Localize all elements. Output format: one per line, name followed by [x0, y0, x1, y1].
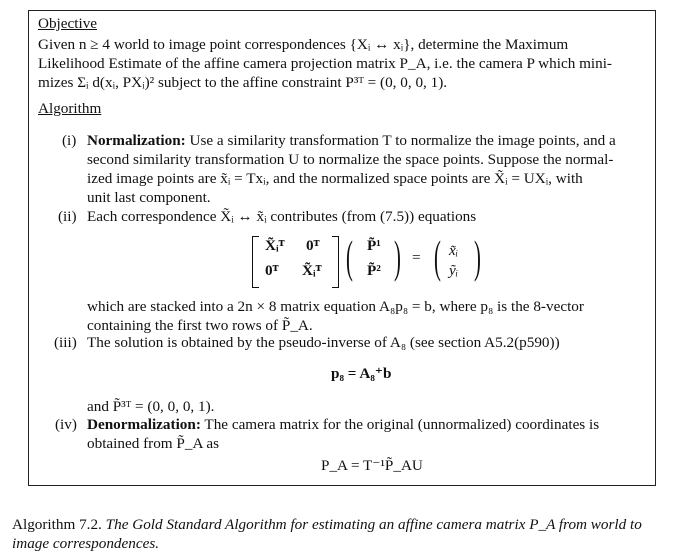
matrix-cell-22: X̃ᵢᵀ [302, 262, 322, 279]
step-iii-line-2: and P̃³ᵀ = (0, 0, 0, 1). [87, 398, 215, 415]
step-iv-text-1: The camera matrix for the original (unnormalized) coordinates is [204, 416, 600, 433]
matrix-cell-11: X̃ᵢᵀ [265, 237, 285, 254]
vec-left-paren: ( [346, 231, 353, 282]
step-iv-number: (iv) [55, 416, 77, 433]
step-i-title: Normalization: [87, 132, 186, 149]
step-ii-number: (ii) [58, 208, 77, 225]
step-i-line-1 [87, 131, 616, 150]
step-i-line-4: unit last component. [87, 189, 211, 206]
step-i-number: (i) [62, 132, 77, 149]
objective-line-1: Given n ≥ 4 world to image point correspondences {Xᵢ ↔ xᵢ}, determine the Maximum [38, 36, 569, 53]
caption-label: Algorithm 7.2. [12, 516, 102, 533]
right-bracket [332, 236, 339, 288]
matrix-cell-12: 0ᵀ [306, 237, 320, 254]
left-bracket [252, 236, 259, 288]
algorithm-heading: Algorithm [38, 100, 102, 117]
rhs-left-paren: ( [434, 231, 441, 282]
step-iii-line-1: The solution is obtained by the pseudo-inverse of A₈ (see section A5.2(p590)) [87, 334, 560, 351]
step-iv-title: Denormalization: [87, 416, 201, 433]
vec-cell-1: P̃¹ [367, 237, 381, 254]
rhs-right-paren: ) [474, 231, 481, 282]
rhs-cell-2: ỹᵢ [449, 262, 459, 279]
caption [12, 515, 642, 534]
matrix-cell-21: 0ᵀ [265, 262, 279, 279]
step-ii-line-1: Each correspondence X̃ᵢ ↔ x̃ᵢ contributes (from (7.5)) equations [87, 208, 477, 225]
step-iii-number: (iii) [54, 334, 77, 351]
step-ii-line-2: which are stacked into a 2n × 8 matrix equation A₈p₈ = b, where p₈ is the 8-vector [87, 298, 584, 315]
objective-heading: Objective [38, 15, 98, 32]
step-i-text-1: Use a similarity transformation T to normalize the image points, and a [189, 132, 616, 149]
objective-line-2: Likelihood Estimate of the affine camera projection matrix P_A, i.e. the camera P which mini- [38, 55, 612, 72]
step-ii-line-3: containing the first two rows of P̃_A. [87, 317, 313, 334]
caption-line-2: image correspondences. [12, 535, 160, 552]
step-iv-equation: P_A = T⁻¹P̃_AU [321, 457, 423, 474]
caption-line-1: The Gold Standard Algorithm for estimating an affine camera matrix P_A from world to [105, 516, 642, 533]
vec-right-paren: ) [394, 231, 401, 282]
step-i-line-2: second similarity transformation U to normalize the space points. Suppose the normal- [87, 151, 614, 168]
objective-line-3: mizes Σᵢ d(xᵢ, PXᵢ)² subject to the affine constraint P³ᵀ = (0, 0, 0, 1). [38, 74, 448, 91]
step-iv-line-2: obtained from P̃_A as [87, 435, 220, 452]
step-i-line-3: ized image points are x̃ᵢ = Txᵢ, and the normalized space points are X̃ᵢ = UXᵢ, with [87, 170, 583, 187]
vec-cell-2: P̃² [367, 262, 381, 279]
matrix-equals: = [412, 249, 421, 266]
rhs-cell-1: x̃ᵢ [449, 242, 459, 259]
step-iv-line-1 [87, 415, 599, 434]
step-iii-equation: p₈ = A₈⁺b [331, 365, 392, 382]
